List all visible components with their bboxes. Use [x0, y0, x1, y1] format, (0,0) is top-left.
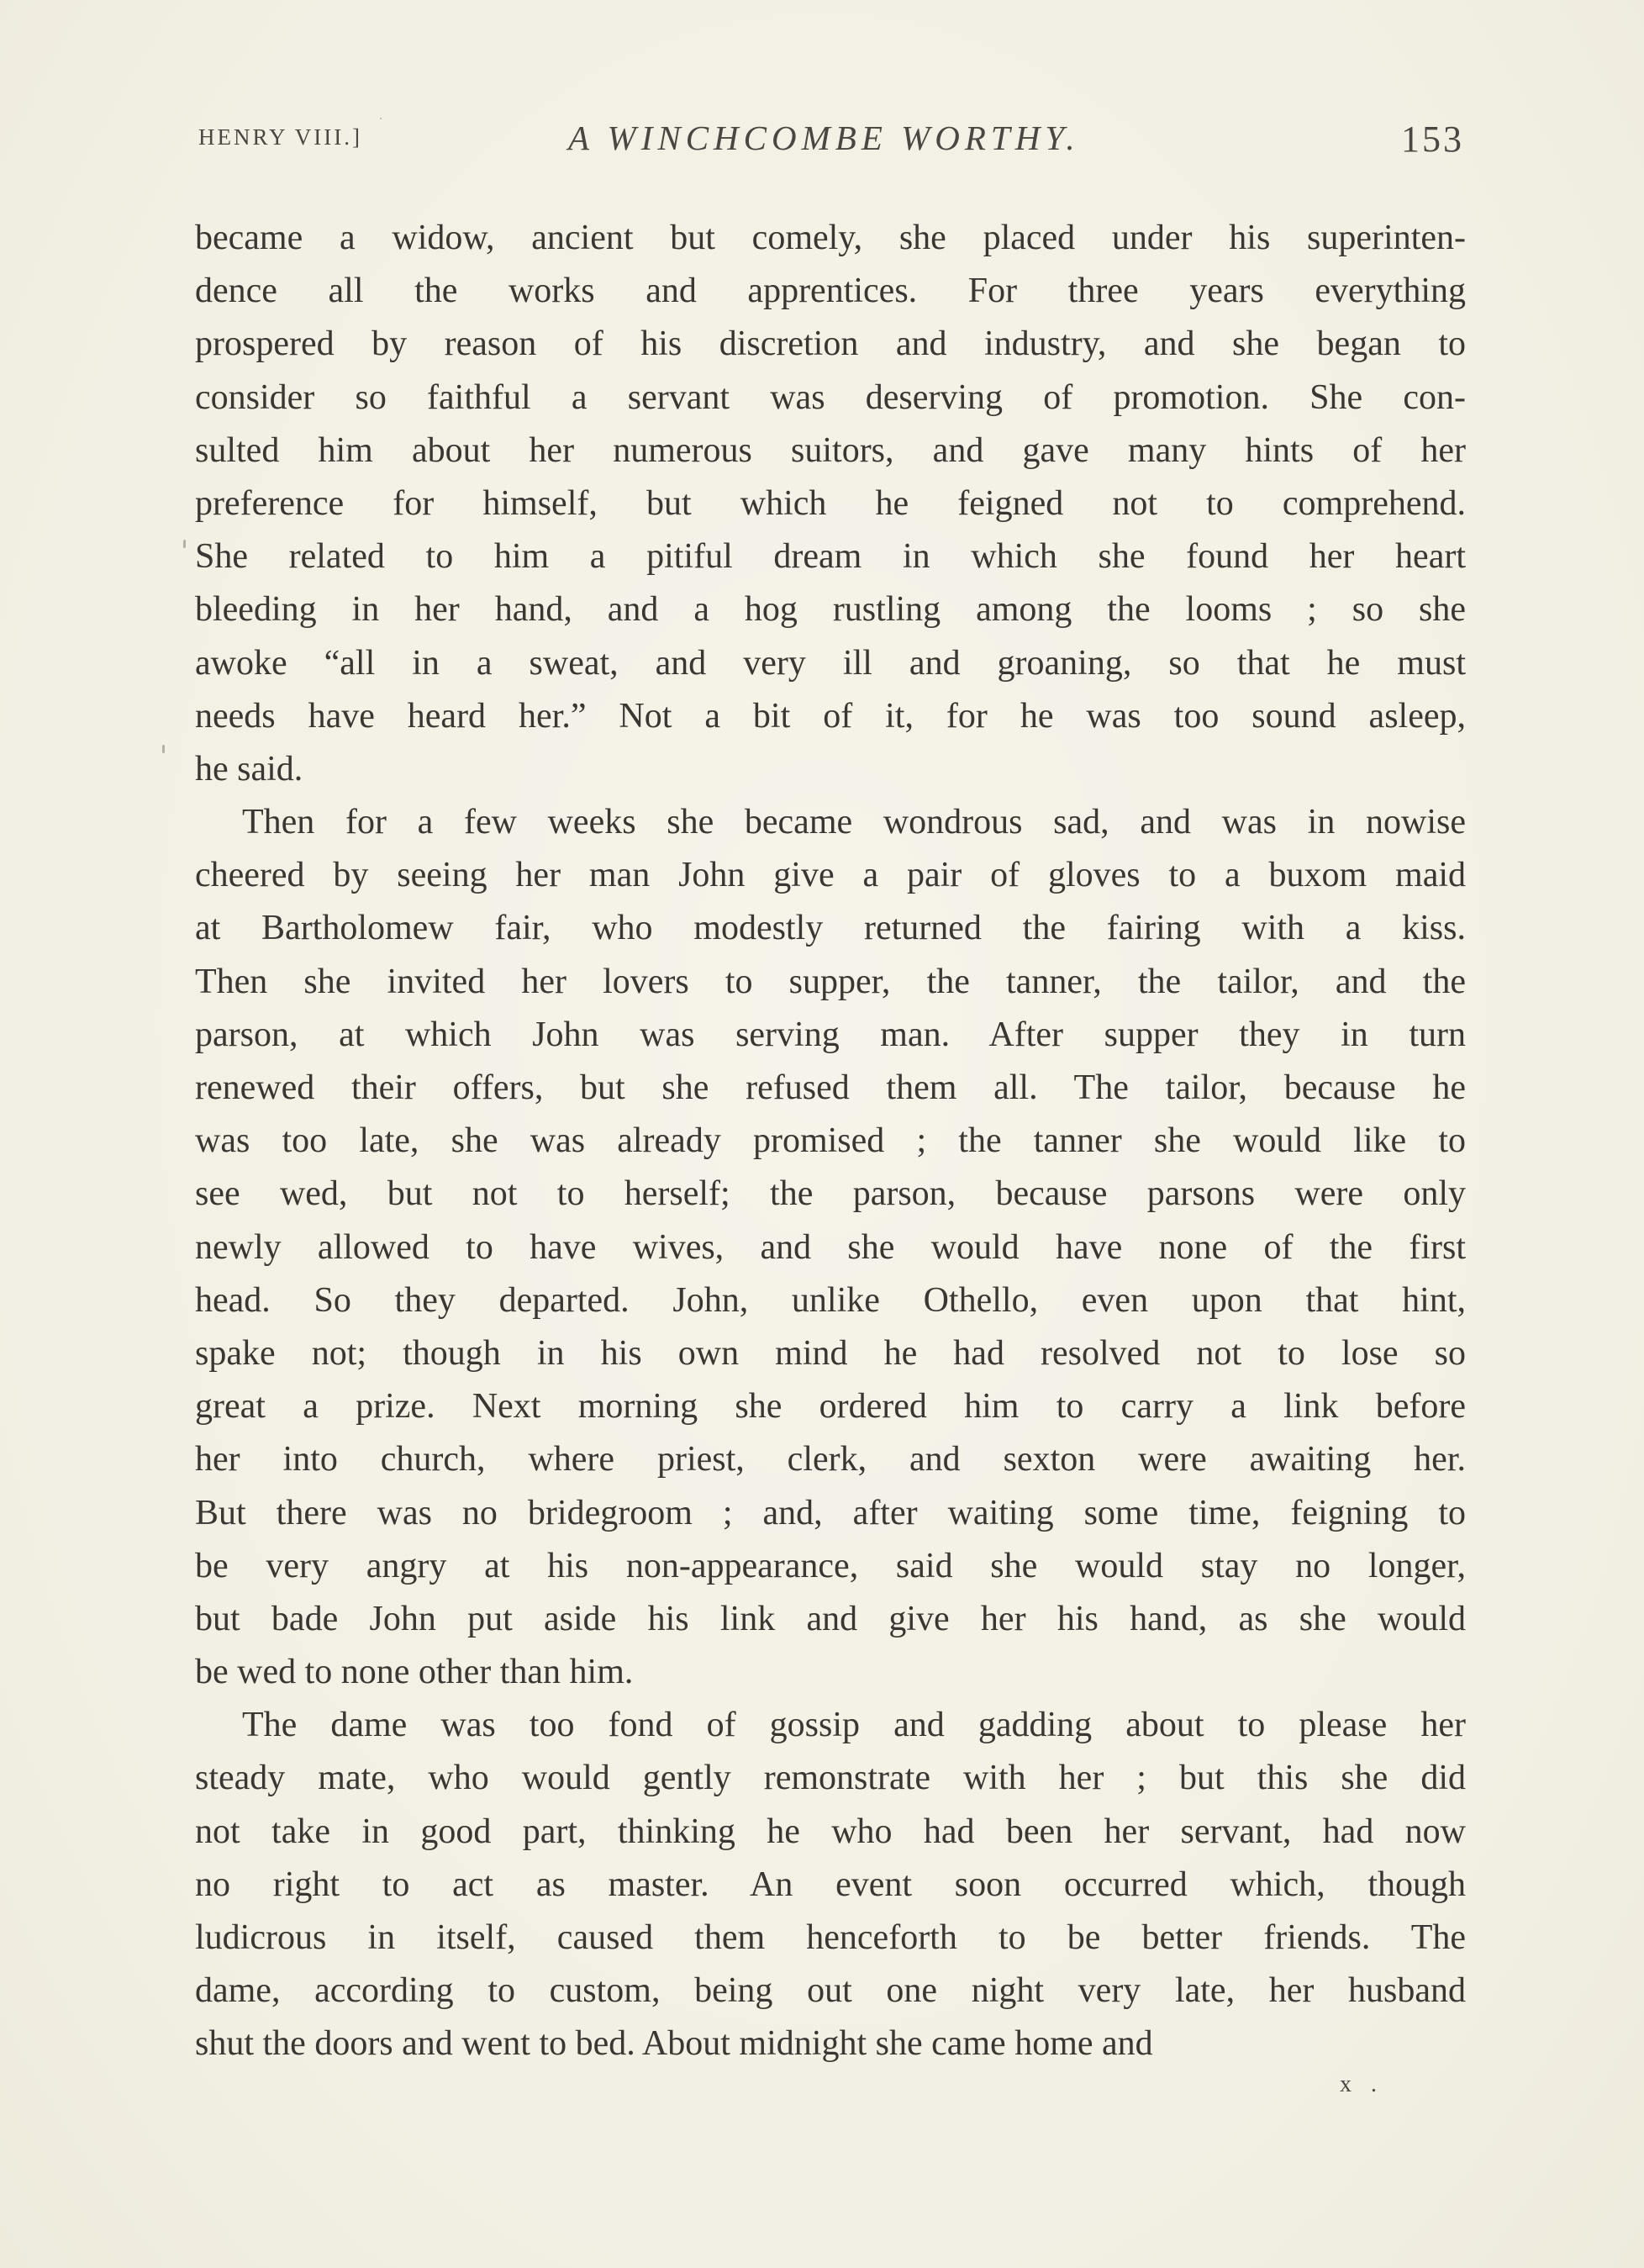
text-line: The dame was too fond of gossip and gadding about to please her	[242, 1706, 1466, 1745]
paragraph	[195, 212, 1466, 796]
margin-speck	[380, 118, 382, 119]
text-line: see wed, but not to herself; the parson, because parsons were only	[195, 1174, 1466, 1214]
margin-speck	[162, 745, 165, 753]
text-line: Then for a few weeks she became wondrous sad, and was in nowise	[242, 803, 1466, 842]
running-head	[198, 118, 1476, 168]
text-line: needs have heard her.” Not a bit of it, for he was too sound asleep,	[195, 696, 1466, 736]
text-line: She related to him a pitiful dream in which she found her heart	[195, 537, 1466, 577]
running-head-left: HENRY VIII.]	[198, 124, 362, 150]
text-line: spake not; though in his own mind he had resolved not to lose so	[195, 1333, 1466, 1373]
text-line: newly allowed to have wives, and she would have none of the first	[195, 1227, 1466, 1267]
text-line: at Bartholomew fair, who modestly returned the fairing with a kiss.	[195, 909, 1466, 948]
text-line: her into church, where priest, clerk, and sexton were awaiting her.	[195, 1440, 1466, 1479]
signature-mark: x .	[1340, 2071, 1383, 2097]
text-line: parson, at which John was serving man. After supper they in turn	[195, 1015, 1466, 1054]
text-line: consider so faithful a servant was deserving of promotion. She con-	[195, 377, 1466, 417]
paragraph	[195, 1699, 1466, 2070]
text-line: renewed their offers, but she refused them all. The tailor, because he	[195, 1068, 1466, 1107]
page-number: 153	[1401, 119, 1464, 160]
text-line: preference for himself, but which he feigned not to comprehend.	[195, 483, 1466, 523]
text-line: be wed to none other than him.	[195, 1653, 634, 1692]
text-line: bleeding in her hand, and a hog rustling among the looms ; so she	[195, 590, 1466, 630]
text-line: cheered by seeing her man John give a pair of gloves to a buxom maid	[195, 856, 1466, 895]
text-line: dence all the works and apprentices. For three years everything	[195, 272, 1466, 311]
text-line: be very angry at his non-appearance, said she would stay no longer,	[195, 1546, 1466, 1585]
text-line: steady mate, who would gently remonstrate with her ; but this she did	[195, 1759, 1466, 1798]
text-line: Then she invited her lovers to supper, the tanner, the tailor, and the	[195, 962, 1466, 1001]
running-head-title: A WINCHCOMBE WORTHY.	[568, 119, 1080, 157]
paragraph	[195, 796, 1466, 1699]
text-line: ludicrous in itself, caused them henceforth to be better friends. The	[195, 1918, 1466, 1957]
text-line: great a prize. Next morning she ordered him to carry a link before	[195, 1387, 1466, 1427]
text-line: shut the doors and went to bed. About midnight she came home and	[195, 2024, 1153, 2064]
body-text	[195, 212, 1466, 2071]
text-line: not take in good part, thinking he who had been her servant, had now	[195, 1812, 1466, 1851]
text-line: awoke “all in a sweat, and very ill and groaning, so that he must	[195, 643, 1466, 683]
text-line: he said.	[195, 749, 303, 789]
text-line: But there was no bridegroom ; and, after waiting some time, feigning to	[195, 1493, 1466, 1532]
text-line: was too late, she was already promised ; the tanner she would like to	[195, 1121, 1466, 1161]
text-line: became a widow, ancient but comely, she placed under his superinten-	[195, 219, 1466, 257]
text-line: no right to act as master. An event soon occurred which, though	[195, 1865, 1466, 1904]
margin-speck	[183, 540, 186, 548]
text-line: head. So they departed. John, unlike Othello, even upon that hint,	[195, 1280, 1466, 1320]
text-line: but bade John put aside his link and give her his hand, as she would	[195, 1599, 1466, 1638]
text-line: dame, according to custom, being out one night very late, her husband	[195, 1971, 1466, 2011]
text-line: sulted him about her numerous suitors, and gave many hints of her	[195, 430, 1466, 470]
text-line: prospered by reason of his discretion and industry, and she began to	[195, 324, 1466, 364]
